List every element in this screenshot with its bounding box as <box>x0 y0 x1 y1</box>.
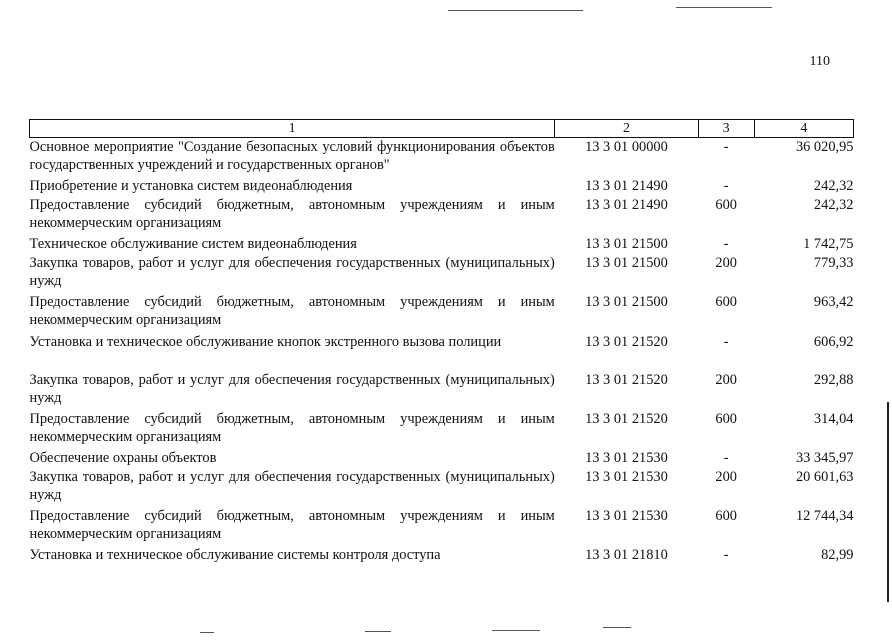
header-col-3: 3 <box>698 120 754 138</box>
row-sum: 1 742,75 <box>803 236 854 252</box>
row-code: 13 3 01 21500 <box>585 236 668 252</box>
row-name: Закупка товаров, работ и услуг для обеспечения государственных (муниципальных) нужд <box>29 469 555 503</box>
row-type: 600 <box>715 411 737 427</box>
table-row <box>30 333 854 371</box>
table-row <box>30 410 854 449</box>
row-name: Приобретение и установка систем видеонаблюдения <box>29 178 353 194</box>
table-row <box>30 138 854 178</box>
row-code: 13 3 01 21520 <box>585 372 668 388</box>
row-code: 13 3 01 21500 <box>585 255 668 271</box>
row-sum: 82,99 <box>821 547 854 563</box>
table-row <box>30 449 854 468</box>
scan-artifact-bottom-2 <box>365 631 391 632</box>
row-type: - <box>723 139 729 155</box>
budget-table <box>29 119 854 565</box>
row-code: 13 3 01 21530 <box>585 450 668 466</box>
row-code: 13 3 01 21520 <box>585 411 668 427</box>
scan-artifact-bottom-4 <box>603 627 631 628</box>
row-sum: 292,88 <box>813 372 854 388</box>
row-name: Закупка товаров, работ и услуг для обеспечения государственных (муниципальных) нужд <box>29 255 555 289</box>
row-name: Предоставление субсидий бюджетным, автономным учреждениям и иным некоммерческим организациям <box>29 197 555 231</box>
row-code: 13 3 01 21530 <box>585 508 668 524</box>
header-col-1: 1 <box>30 120 555 138</box>
row-name: Техническое обслуживание систем видеонаблюдения <box>29 236 357 252</box>
table-row <box>30 293 854 333</box>
row-type: 600 <box>715 197 737 213</box>
row-code: 13 3 01 21500 <box>585 294 668 310</box>
table-row <box>30 177 854 196</box>
scan-artifact-bottom-3 <box>492 630 540 631</box>
row-sum: 314,04 <box>813 411 854 427</box>
row-code: 13 3 01 21520 <box>585 334 668 350</box>
row-code: 13 3 01 21490 <box>585 178 668 194</box>
row-sum: 36 020,95 <box>795 139 854 155</box>
table-row <box>30 507 854 546</box>
row-name: Обеспечение охраны объектов <box>29 450 217 466</box>
row-name: Предоставление субсидий бюджетным, автономным учреждениям и иным некоммерческим организациям <box>29 508 555 542</box>
row-type: 200 <box>715 255 737 271</box>
row-name: Установка и техническое обслуживание кнопок экстренного вызова полиции <box>29 334 502 350</box>
header-col-2: 2 <box>555 120 698 138</box>
table-row <box>30 546 854 565</box>
header-col-4: 4 <box>754 120 853 138</box>
row-sum: 20 601,63 <box>795 469 854 485</box>
row-code: 13 3 01 21810 <box>585 547 668 563</box>
scan-artifact-top-2 <box>676 7 772 8</box>
row-name: Установка и техническое обслуживание системы контроля доступа <box>29 547 441 563</box>
scan-artifact-bottom-1 <box>200 632 214 633</box>
row-name: Закупка товаров, работ и услуг для обеспечения государственных (муниципальных) нужд <box>29 372 555 406</box>
row-name: Предоставление субсидий бюджетным, автономным учреждениям и иным некоммерческим организациям <box>29 411 555 445</box>
row-sum: 963,42 <box>813 294 854 310</box>
row-type: - <box>723 334 729 350</box>
table-row <box>30 371 854 410</box>
row-sum: 33 345,97 <box>795 450 854 466</box>
table-header-row <box>30 120 854 138</box>
row-type: - <box>723 450 729 466</box>
row-code: 13 3 01 21490 <box>585 197 668 213</box>
row-type: - <box>723 547 729 563</box>
row-code: 13 3 01 21530 <box>585 469 668 485</box>
row-type: - <box>723 178 729 194</box>
table-row <box>30 235 854 254</box>
row-sum: 606,92 <box>813 334 854 350</box>
row-type: 200 <box>715 469 737 485</box>
row-sum: 779,33 <box>813 255 854 271</box>
row-name: Предоставление субсидий бюджетным, автономным учреждениям и иным некоммерческим организациям <box>29 294 555 328</box>
row-type: 200 <box>715 372 737 388</box>
table-row <box>30 468 854 507</box>
row-type: 600 <box>715 508 737 524</box>
row-sum: 12 744,34 <box>795 508 854 524</box>
scan-edge-shadow <box>887 402 889 602</box>
row-type: - <box>723 236 729 252</box>
table-row <box>30 254 854 293</box>
row-type: 600 <box>715 294 737 310</box>
row-sum: 242,32 <box>813 178 854 194</box>
row-name: Основное мероприятие "Создание безопасных условий функционирования объектов государственных учреждений и государственных органов" <box>29 139 555 173</box>
row-sum: 242,32 <box>813 197 854 213</box>
page-number: 110 <box>809 54 830 69</box>
table-row <box>30 196 854 235</box>
scan-artifact-top-1 <box>448 10 583 11</box>
row-code: 13 3 01 00000 <box>585 139 668 155</box>
